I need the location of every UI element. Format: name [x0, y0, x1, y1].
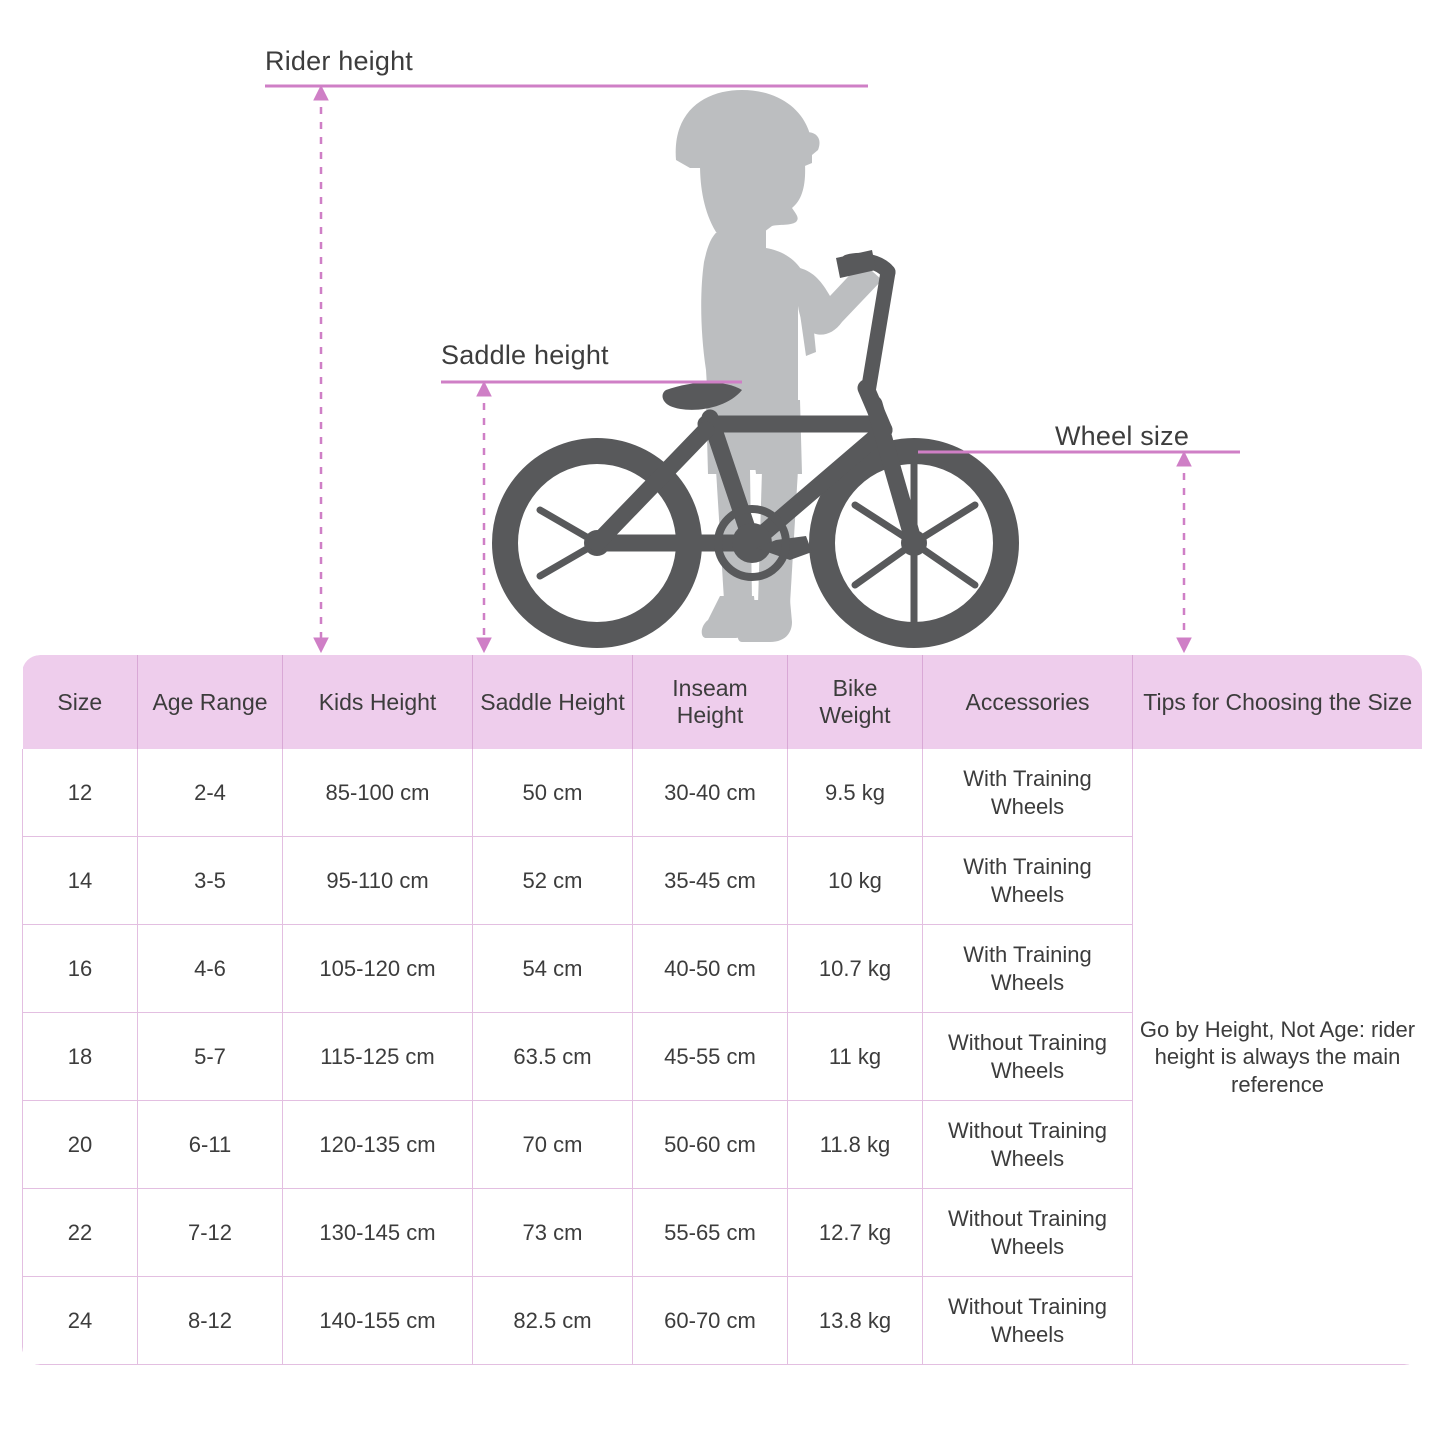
cell-saddle-height: 52 cm: [473, 837, 633, 925]
cell-inseam-height: 30-40 cm: [633, 749, 788, 837]
cell-saddle-height: 63.5 cm: [473, 1013, 633, 1101]
cell-kids-height: 130-145 cm: [283, 1189, 473, 1277]
cell-bike-weight: 10.7 kg: [788, 925, 923, 1013]
column-header-bike-weight: Bike Weight: [788, 655, 923, 749]
cell-kids-height: 95-110 cm: [283, 837, 473, 925]
cell-inseam-height: 55-65 cm: [633, 1189, 788, 1277]
cell-accessories: Without Training Wheels: [923, 1277, 1133, 1365]
size-chart-table: [22, 655, 1422, 1365]
cell-inseam-height: 50-60 cm: [633, 1101, 788, 1189]
cell-inseam-height: 40-50 cm: [633, 925, 788, 1013]
cell-size: 14: [23, 837, 138, 925]
column-header-inseam-height: Inseam Height: [633, 655, 788, 749]
cell-size: 22: [23, 1189, 138, 1277]
cell-bike-weight: 9.5 kg: [788, 749, 923, 837]
column-header-accessories: Accessories: [923, 655, 1133, 749]
cell-kids-height: 115-125 cm: [283, 1013, 473, 1101]
wheel-size-label: Wheel size: [1055, 421, 1190, 451]
cell-inseam-height: 35-45 cm: [633, 837, 788, 925]
table-header-row: [23, 655, 1423, 749]
column-header-kids-height: Kids Height: [283, 655, 473, 749]
column-header-tips: Tips for Choosing the Size: [1133, 655, 1423, 749]
cell-bike-weight: 12.7 kg: [788, 1189, 923, 1277]
cell-inseam-height: 60-70 cm: [633, 1277, 788, 1365]
cell-age-range: 7-12: [138, 1189, 283, 1277]
column-header-saddle-height: Saddle Height: [473, 655, 633, 749]
cell-age-range: 5-7: [138, 1013, 283, 1101]
cell-bike-weight: 11 kg: [788, 1013, 923, 1101]
size-chart-table-wrapper: [22, 655, 1422, 1365]
cell-accessories: Without Training Wheels: [923, 1013, 1133, 1101]
illustration-svg: [0, 0, 1445, 660]
cell-kids-height: 120-135 cm: [283, 1101, 473, 1189]
cell-age-range: 4-6: [138, 925, 283, 1013]
cell-kids-height: 140-155 cm: [283, 1277, 473, 1365]
cell-inseam-height: 45-55 cm: [633, 1013, 788, 1101]
cell-age-range: 8-12: [138, 1277, 283, 1365]
cell-age-range: 2-4: [138, 749, 283, 837]
cell-kids-height: 105-120 cm: [283, 925, 473, 1013]
cell-size: 24: [23, 1277, 138, 1365]
column-header-size: Size: [23, 655, 138, 749]
saddle-height-label: Saddle height: [441, 340, 609, 370]
cell-saddle-height: 73 cm: [473, 1189, 633, 1277]
cell-accessories: Without Training Wheels: [923, 1101, 1133, 1189]
cell-saddle-height: 82.5 cm: [473, 1277, 633, 1365]
cell-accessories: With Training Wheels: [923, 837, 1133, 925]
cell-bike-weight: 13.8 kg: [788, 1277, 923, 1365]
cell-kids-height: 85-100 cm: [283, 749, 473, 837]
cell-size: 18: [23, 1013, 138, 1101]
cell-bike-weight: 10 kg: [788, 837, 923, 925]
cell-bike-weight: 11.8 kg: [788, 1101, 923, 1189]
cell-saddle-height: 70 cm: [473, 1101, 633, 1189]
cell-tips: Go by Height, Not Age: rider height is always the main reference: [1133, 749, 1423, 1365]
cell-accessories: Without Training Wheels: [923, 1189, 1133, 1277]
column-header-age-range: Age Range: [138, 655, 283, 749]
cell-saddle-height: 50 cm: [473, 749, 633, 837]
cell-size: 20: [23, 1101, 138, 1189]
cell-saddle-height: 54 cm: [473, 925, 633, 1013]
cell-accessories: With Training Wheels: [923, 749, 1133, 837]
cell-size: 12: [23, 749, 138, 837]
table-row: [23, 749, 1423, 837]
cell-accessories: With Training Wheels: [923, 925, 1133, 1013]
cell-age-range: 3-5: [138, 837, 283, 925]
rider-height-label: Rider height: [265, 46, 413, 76]
cell-size: 16: [23, 925, 138, 1013]
cell-age-range: 6-11: [138, 1101, 283, 1189]
bike-illustration: [0, 0, 1445, 660]
